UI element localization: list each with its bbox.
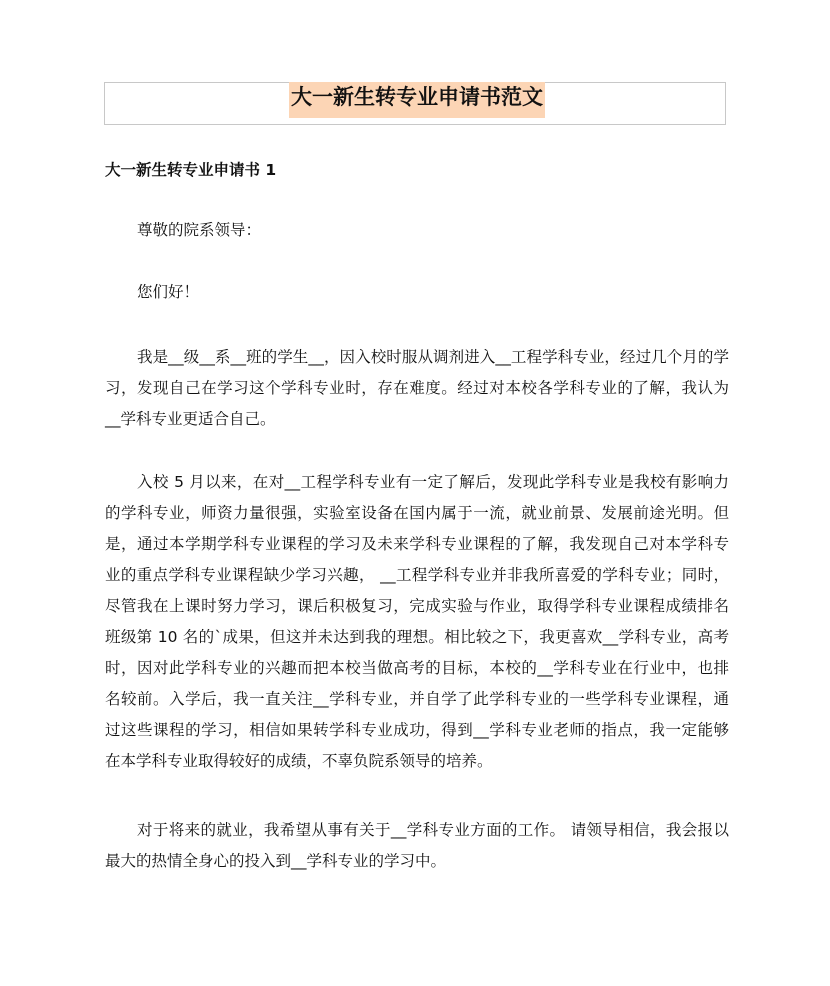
text-line: 尊敬的院系领导： [137, 221, 262, 239]
text-line: 我是__级__系__班的学生__，因入校时服从调剂进入__工程学科专业，经过几个月的学 [137, 348, 729, 366]
paragraph-greeting [105, 277, 729, 308]
text-line: 时，因对此学科专业的兴趣而把本校当做高考的目标，本校的__学科专业在行业中，也排 [105, 659, 729, 677]
text-line: 对于将来的就业，我希望从事有关于__学科专业方面的工作。 请领导相信，我会报以 [137, 821, 729, 839]
paragraph-intro [105, 342, 729, 435]
text-line: 业的重点学科专业课程缺少学习兴趣， __工程学科专业并非我所喜爱的学科专业；同时， [105, 566, 729, 584]
text-line: 的学科专业，师资力量很强，实验室设备在国内属于一流，就业前景、发展前途光明。但 [105, 504, 729, 522]
text-line: 尽管我在上课时努力学习，课后积极复习，完成实验与作业，取得学科专业课程成绩排名 [105, 597, 729, 615]
text-line: 班级第 10 名的`成果，但这并未达到我的理想。相比较之下，我更喜欢__学科专业，高考 [105, 628, 729, 646]
paragraph-future [105, 815, 729, 877]
paragraph-salutation [105, 215, 729, 246]
text-line: 在本学科专业取得较好的成绩，不辜负院系领导的培养。 [105, 752, 493, 770]
text-line: 名较前。入学后，我一直关注__学科专业，并自学了此学科专业的一些学科专业课程，通 [105, 690, 729, 708]
text-line: 习，发现自己在学习这个学科专业时，存在难度。经过对本校各学科专业的了解，我认为 [105, 379, 729, 397]
text-line: 您们好！ [137, 283, 200, 301]
text-line: 入校 5 月以来，在对__工程学科专业有一定了解后，发现此学科专业是我校有影响力 [137, 473, 729, 491]
text-line: 是，通过本学期学科专业课程的学习及未来学科专业课程的了解，我发现自己对本学科专 [105, 535, 729, 553]
section-heading: 大一新生转专业申请书 1 [105, 161, 277, 179]
text-line: __学科专业更适合自己。 [105, 410, 276, 428]
document-title: 大一新生转专业申请书范文 [289, 82, 545, 118]
text-line: 过这些课程的学习，相信如果转学科专业成功，得到__学科专业老师的指点，我一定能够 [105, 721, 729, 739]
text-line: 最大的热情全身心的投入到__学科专业的学习中。 [105, 852, 447, 870]
paragraph-reasons [105, 467, 729, 777]
